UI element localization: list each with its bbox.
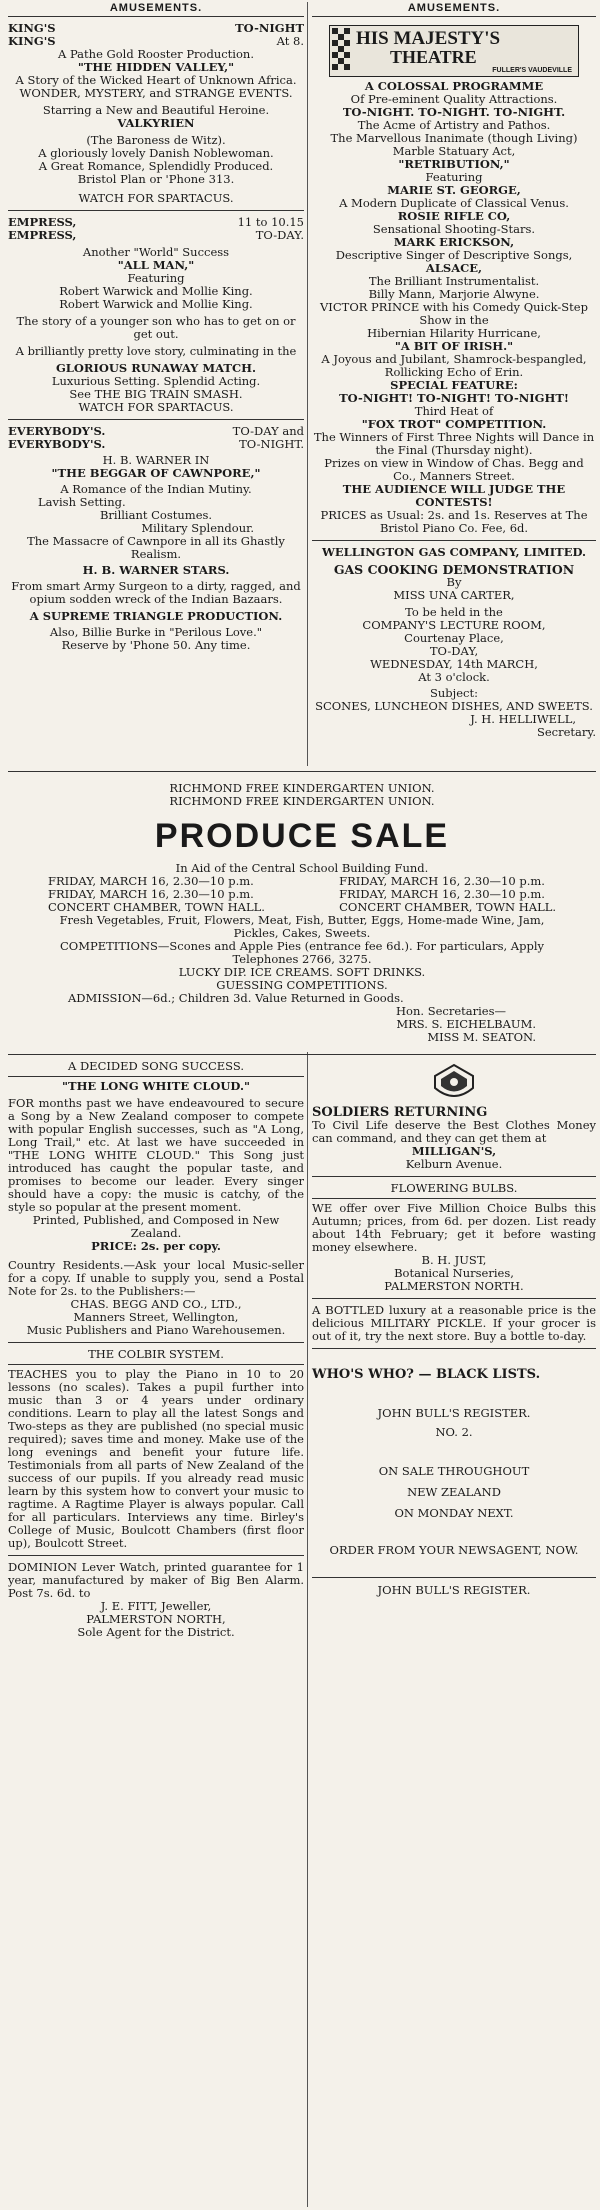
majesty-duplicate: A Modern Duplicate of Classical Venus. (339, 196, 569, 210)
dominion-place: PALMERSTON NORTH, (86, 1612, 226, 1626)
gas-tobe: To be held in the (405, 605, 503, 619)
kings-starring: Starring a New and Beautiful Heroine. (42, 103, 270, 117)
colbir-head: THE COLBIR SYSTEM. (88, 1347, 224, 1361)
everybodys-triangle: A SUPREME TRIANGLE PRODUCTION. (29, 609, 283, 623)
his-majestys-logo-theatre: THEATRE (390, 47, 477, 67)
gas-room: COMPANY'S LECTURE ROOM, (362, 618, 546, 632)
song-street: Manners Street, Wellington, (73, 1310, 239, 1324)
produce-union: RICHMOND FREE KINDERGARTEN UNION. (169, 781, 435, 795)
empress-name-repeat: EMPRESS, (8, 228, 77, 242)
whoswho-sale: ON SALE THROUGHOUT (378, 1464, 530, 1478)
majesty-rosie: ROSIE RIFLE CO, (397, 209, 511, 223)
column-divider-top (307, 2, 308, 766)
kings-tonight: TO-NIGHT (235, 21, 304, 35)
majesty-colossal: A COLOSSAL PROGRAMME (364, 79, 544, 93)
majesty-irish: "A BIT OF IRISH." (394, 339, 514, 353)
kings-name: KING'S (8, 21, 56, 35)
divider (312, 1298, 596, 1299)
empress-story: The story of a younger son who has to get on or get out. (16, 314, 296, 341)
left-column-bottom (8, 1058, 304, 1641)
majesty-prices: PRICES as Usual: 2s. and 1s. Reserves at The Bristol Piano Co. Fee, 6d. (320, 508, 588, 535)
kings-name-repeat: KING'S (8, 34, 56, 48)
empress-featuring: Featuring (127, 271, 185, 285)
divider (312, 1348, 596, 1349)
majesty-victor: VICTOR PRINCE with his Comedy Quick-Step Show in the (320, 300, 588, 327)
gas-signer: J. H. HELLIWELL, (470, 712, 576, 726)
majesty-marie: MARIE ST. GEORGE, (387, 183, 521, 197)
majesty-foxtrot: "FOX TROT" COMPETITION. (361, 417, 547, 431)
crest-emblem-icon (431, 1062, 477, 1104)
right-column-bottom (312, 1058, 596, 1599)
whoswho-register: JOHN BULL'S REGISTER. (377, 1406, 531, 1420)
produce-hon: Hon. Secretaries— (396, 1004, 506, 1018)
kings-star: VALKYRIEN (117, 116, 195, 130)
kings-booking: Bristol Plan or 'Phone 313. (77, 172, 235, 186)
majesty-preeminent: Of Pre-eminent Quality Attractions. (350, 92, 558, 106)
soldiers-body: To Civil Life deserve the Best Clothes Money can command, and they can get them at (312, 1118, 596, 1145)
right-section-header: AMUSEMENTS. (312, 2, 596, 17)
his-majestys-logo (329, 25, 579, 77)
majesty-descriptive: Descriptive Singer of Descriptive Songs, (335, 248, 573, 262)
kings-time: At 8. (276, 34, 304, 48)
empress-cast: Robert Warwick and Mollie King. (59, 284, 253, 298)
empress-today: TO-DAY. (255, 228, 304, 242)
divider (8, 1364, 304, 1365)
soldiers-head: SOLDIERS RETURNING (312, 1105, 488, 1120)
kings-baroness: (The Baroness de Witz). (86, 133, 226, 147)
kings-wonder: WONDER, MYSTERY, and STRANGE EVENTS. (19, 86, 293, 100)
everybodys-name: EVERYBODY'S. (8, 424, 106, 438)
divider (312, 1198, 596, 1199)
gas-today: TO-DAY, (429, 644, 479, 658)
majesty-tonight-repeat: TO-NIGHT! TO-NIGHT! TO-NIGHT! (339, 391, 569, 405)
dominion-agent: Sole Agent for the District. (77, 1625, 235, 1639)
military-pickle-ad (312, 1302, 596, 1345)
gas-demo-title: GAS COOKING DEMONSTRATION (333, 562, 575, 577)
empress-smash: See THE BIG TRAIN SMASH. (69, 387, 243, 401)
gas-company-name: WELLINGTON GAS COMPANY, LIMITED. (321, 545, 587, 559)
song-head: A DECIDED SONG SUCCESS. (68, 1059, 244, 1073)
produce-venue-right: CONCERT CHAMBER, TOWN HALL. (339, 900, 556, 914)
everybodys-name-repeat: EVERYBODY'S. (8, 437, 106, 451)
empress-another: Another "World" Success (82, 245, 230, 259)
flowering-bulbs-ad (312, 1180, 596, 1295)
divider (8, 419, 304, 420)
empress-lovestory: A brilliantly pretty love story, culminating in the (15, 344, 297, 358)
gas-date: WEDNESDAY, 14th MARCH, (370, 657, 538, 671)
produce-sec2: MISS M. SEATON. (427, 1030, 536, 1044)
everybodys-reserve: Reserve by 'Phone 50. Any time. (61, 638, 251, 652)
gas-miss: MISS UNA CARTER, (393, 588, 515, 602)
produce-venue-left: CONCERT CHAMBER, TOWN HALL. (48, 900, 265, 914)
gas-scones: SCONES, LUNCHEON DISHES, AND SWEETS. (315, 699, 593, 713)
colbir-system-ad (8, 1346, 304, 1552)
majesty-hibernian: Hibernian Hilarity Hurricane, (367, 326, 541, 340)
everybodys-tonight: TO-NIGHT. (239, 437, 304, 451)
divider (8, 1054, 596, 1055)
everybodys-today: TO-DAY and (232, 424, 304, 438)
empress-hours: 11 to 10.15 (237, 215, 304, 229)
produce-union-repeat: RICHMOND FREE KINDERGARTEN UNION. (169, 794, 435, 808)
everybodys-theatre-ad (8, 423, 304, 654)
everybodys-stars: H. B. WARNER STARS. (82, 563, 230, 577)
majesty-instrumentalist: The Brilliant Instrumentalist. (368, 274, 540, 288)
divider (8, 1342, 304, 1343)
divider (312, 1176, 596, 1177)
everybodys-lavish: Lavish Setting. (38, 495, 126, 509)
song-country: Country Residents.—Ask your local Music-seller for a copy. If unable to supply you, send a Postal Note for 2s. to the Publishers:— (8, 1258, 304, 1298)
divider (8, 1555, 304, 1556)
majesty-featuring: Featuring (425, 170, 483, 184)
right-column-top (312, 20, 596, 741)
john-bulls-register-ad (312, 1352, 596, 1599)
whoswho-register-repeat: JOHN BULL'S REGISTER. (377, 1583, 531, 1597)
gas-signer-title: Secretary. (536, 725, 596, 739)
long-white-cloud-ad (8, 1058, 304, 1339)
gas-place: Courtenay Place, (404, 631, 504, 645)
whoswho-order: ORDER FROM YOUR NEWSAGENT, NOW. (329, 1543, 579, 1557)
song-printed: Printed, Published, and Composed in New Zealand. (32, 1213, 280, 1240)
song-publisher: CHAS. BEGG AND CO., LTD., (70, 1297, 242, 1311)
majesty-acme: The Acme of Artistry and Pathos. (357, 118, 551, 132)
produce-aid: In Aid of the Central School Building Fund. (175, 861, 429, 875)
majesty-mark: MARK ERICKSON, (393, 235, 515, 249)
produce-lucky: LUCKY DIP. ICE CREAMS. SOFT DRINKS. (178, 965, 426, 979)
majesty-billy: Billy Mann, Marjorie Alwyne. (368, 287, 540, 301)
produce-date-right: FRIDAY, MARCH 16, 2.30—10 p.m. (339, 874, 545, 888)
pickle-body: A BOTTLED luxury at a reasonable price is the delicious MILITARY PICKLE. If your grocer is out of it, try the next store. Buy a bottle to-day. (312, 1303, 596, 1343)
majesty-third: Third Heat of (414, 404, 494, 418)
everybodys-romance: A Romance of the Indian Mutiny. (60, 482, 252, 496)
empress-watch: WATCH FOR SPARTACUS. (78, 400, 234, 414)
song-body: FOR months past we have endeavoured to secure a Song by a New Zealand composer to compete with popular English successes, such as "A Long, Long Trail," etc. At last we have succeeded in "THE LONG WHITE CLOUD." This Song just introduced has caught the popular taste, and promises to become our leader. Every singer should have a copy: the music is catchy, of the style so popular at the present moment. (8, 1096, 304, 1214)
kings-watch: WATCH FOR SPARTACUS. (78, 191, 234, 205)
majesty-alsace: ALSACE, (425, 261, 483, 275)
majesty-special: SPECIAL FEATURE: (390, 378, 518, 392)
soldiers-returning-ad (312, 1058, 596, 1173)
empress-setting: Luxurious Setting. Splendid Acting. (51, 374, 261, 388)
kings-romance: A Great Romance, Splendidly Produced. (38, 159, 274, 173)
song-trade: Music Publishers and Piano Warehousemen. (26, 1323, 286, 1337)
left-section-header: AMUSEMENTS. (8, 2, 304, 17)
colbir-body: TEACHES you to play the Piano in 10 to 20 lessons (no scales). Takes a pupil further into music than 3 or 4 years under ordinary conditions. Learn to play all the latest Songs and Two-steps as they are published (no special music required); saves time and money. Make use of the long evenings and benefit your future life. Testimonials from all parts of New Zealand of the success of our pupils. If you already read music learn by this system how to convert your music to ragtime. A Ragtime Player is always popular. Call for all particulars. Interviews any time. Birley's College of Music, Boulcott Chambers (first floor up), Boulcott Street. (8, 1367, 304, 1550)
majesty-marvellous: The Marvellous Inanimate (though Living) Marble Statuary Act, (330, 131, 578, 158)
kings-story: A Story of the Wicked Heart of Unknown Africa. (15, 73, 297, 87)
left-column-top (8, 20, 304, 654)
kings-theatre-ad (8, 20, 304, 207)
song-title: "THE LONG WHITE CLOUD." (62, 1079, 250, 1093)
everybodys-star: H. B. WARNER IN (102, 453, 210, 467)
his-majestys-logo-title: HIS MAJESTY'S (356, 28, 501, 49)
everybodys-massacre: The Massacre of Cawnpore in all its Ghastly Realism. (27, 534, 285, 561)
bulbs-place: PALMERSTON NORTH. (384, 1279, 524, 1293)
everybodys-surgeon: From smart Army Surgeon to a dirty, ragged, and opium sodden wreck of the Indian Bazaars. (11, 579, 301, 606)
empress-film-title: "ALL MAN," (117, 258, 195, 272)
empress-match: GLORIOUS RUNAWAY MATCH. (55, 361, 256, 375)
divider (312, 540, 596, 541)
kings-lovely: A gloriously lovely Danish Noblewoman. (38, 146, 274, 160)
produce-date-left: FRIDAY, MARCH 16, 2.30—10 p.m. (48, 874, 254, 888)
whoswho-nz: NEW ZEALAND (407, 1485, 501, 1499)
everybodys-film-title: "THE BEGGAR OF CAWNPORE," (51, 466, 261, 480)
produce-admission: ADMISSION—6d.; Children 3d. Value Returned in Goods. (68, 991, 404, 1005)
bulbs-nursery: Botanical Nurseries, (394, 1266, 514, 1280)
majesty-shooting: Sensational Shooting-Stars. (372, 222, 536, 236)
majesty-audience: THE AUDIENCE WILL JUDGE THE CONTESTS! (342, 482, 566, 509)
produce-sec1: MRS. S. EICHELBAUM. (396, 1017, 536, 1031)
majesty-tonight: TO-NIGHT. TO-NIGHT. TO-NIGHT. (342, 105, 566, 119)
kings-intro: A Pathe Gold Rooster Production. (58, 47, 254, 61)
majesty-retribution: "RETRIBUTION," (398, 157, 510, 171)
majesty-prizes: Prizes on view in Window of Chas. Begg and Co., Manners Street. (324, 456, 584, 483)
bulbs-body: WE offer over Five Million Choice Bulbs this Autumn; prices, from 6d. per dozen. List ready about 14th February; get it before wasting money elsewhere. (312, 1201, 596, 1254)
majesty-joyous: A Joyous and Jubilant, Shamrock-bespangled, Rollicking Echo of Erin. (321, 352, 587, 379)
everybodys-costumes: Brilliant Costumes. (99, 508, 213, 522)
produce-sale-ad (8, 768, 596, 1050)
divider (8, 1076, 304, 1077)
everybodys-military: Military Splendour. (141, 521, 254, 535)
gas-by: By (446, 575, 462, 589)
gas-subject: Subject: (430, 686, 478, 700)
soldiers-shop: MILLIGAN'S, (411, 1144, 497, 1158)
column-divider-bottom (307, 1052, 308, 2207)
dominion-name: J. E. FITT, Jeweller, (100, 1599, 212, 1613)
majesty-winners: The Winners of First Three Nights will Dance in the Final (Thursday night). (313, 430, 595, 457)
produce-guessing: GUESSING COMPETITIONS. (216, 978, 388, 992)
empress-name: EMPRESS, (8, 215, 77, 229)
bulbs-name: B. H. JUST, (421, 1253, 487, 1267)
dominion-body: DOMINION Lever Watch, printed guarantee for 1 year, manufactured by maker of Big Ben Alarm. Post 7s. 6d. to (8, 1560, 304, 1600)
soldiers-street: Kelburn Avenue. (405, 1157, 503, 1171)
divider (8, 210, 304, 211)
kings-film-title: "THE HIDDEN VALLEY," (77, 60, 235, 74)
empress-cast-repeat: Robert Warwick and Mollie King. (59, 297, 253, 311)
bulbs-head: FLOWERING BULBS. (390, 1181, 518, 1195)
song-price: PRICE: 2s. per copy. (91, 1239, 221, 1253)
produce-title: PRODUCE SALE (154, 817, 450, 855)
gas-time: At 3 o'clock. (418, 670, 490, 684)
produce-fresh: Fresh Vegetables, Fruit, Flowers, Meat, Fish, Butter, Eggs, Home-made Wine, Jam, Pickles, Cakes, Sweets. (59, 913, 545, 940)
whoswho-no: NO. 2. (435, 1425, 473, 1439)
produce-date-left-repeat: FRIDAY, MARCH 16, 2.30—10 p.m. (48, 887, 254, 901)
his-majestys-theatre-ad (312, 20, 596, 537)
produce-date-right-repeat: FRIDAY, MARCH 16, 2.30—10 p.m. (339, 887, 545, 901)
dominion-watch-ad (8, 1559, 304, 1641)
whoswho-monday: ON MONDAY NEXT. (394, 1506, 514, 1520)
divider (312, 1577, 596, 1578)
empress-theatre-ad (8, 214, 304, 416)
everybodys-also: Also, Billie Burke in "Perilous Love." (49, 625, 263, 639)
gas-company-ad (312, 544, 596, 741)
his-majestys-logo-sub: FULLER'S VAUDEVILLE (492, 67, 572, 74)
whoswho-head: WHO'S WHO? — BLACK LISTS. (312, 1367, 541, 1382)
produce-competitions: COMPETITIONS—Scones and Apple Pies (entrance fee 6d.). For particulars, Apply Telephones 2766, 3275. (59, 939, 545, 966)
divider (8, 771, 596, 772)
